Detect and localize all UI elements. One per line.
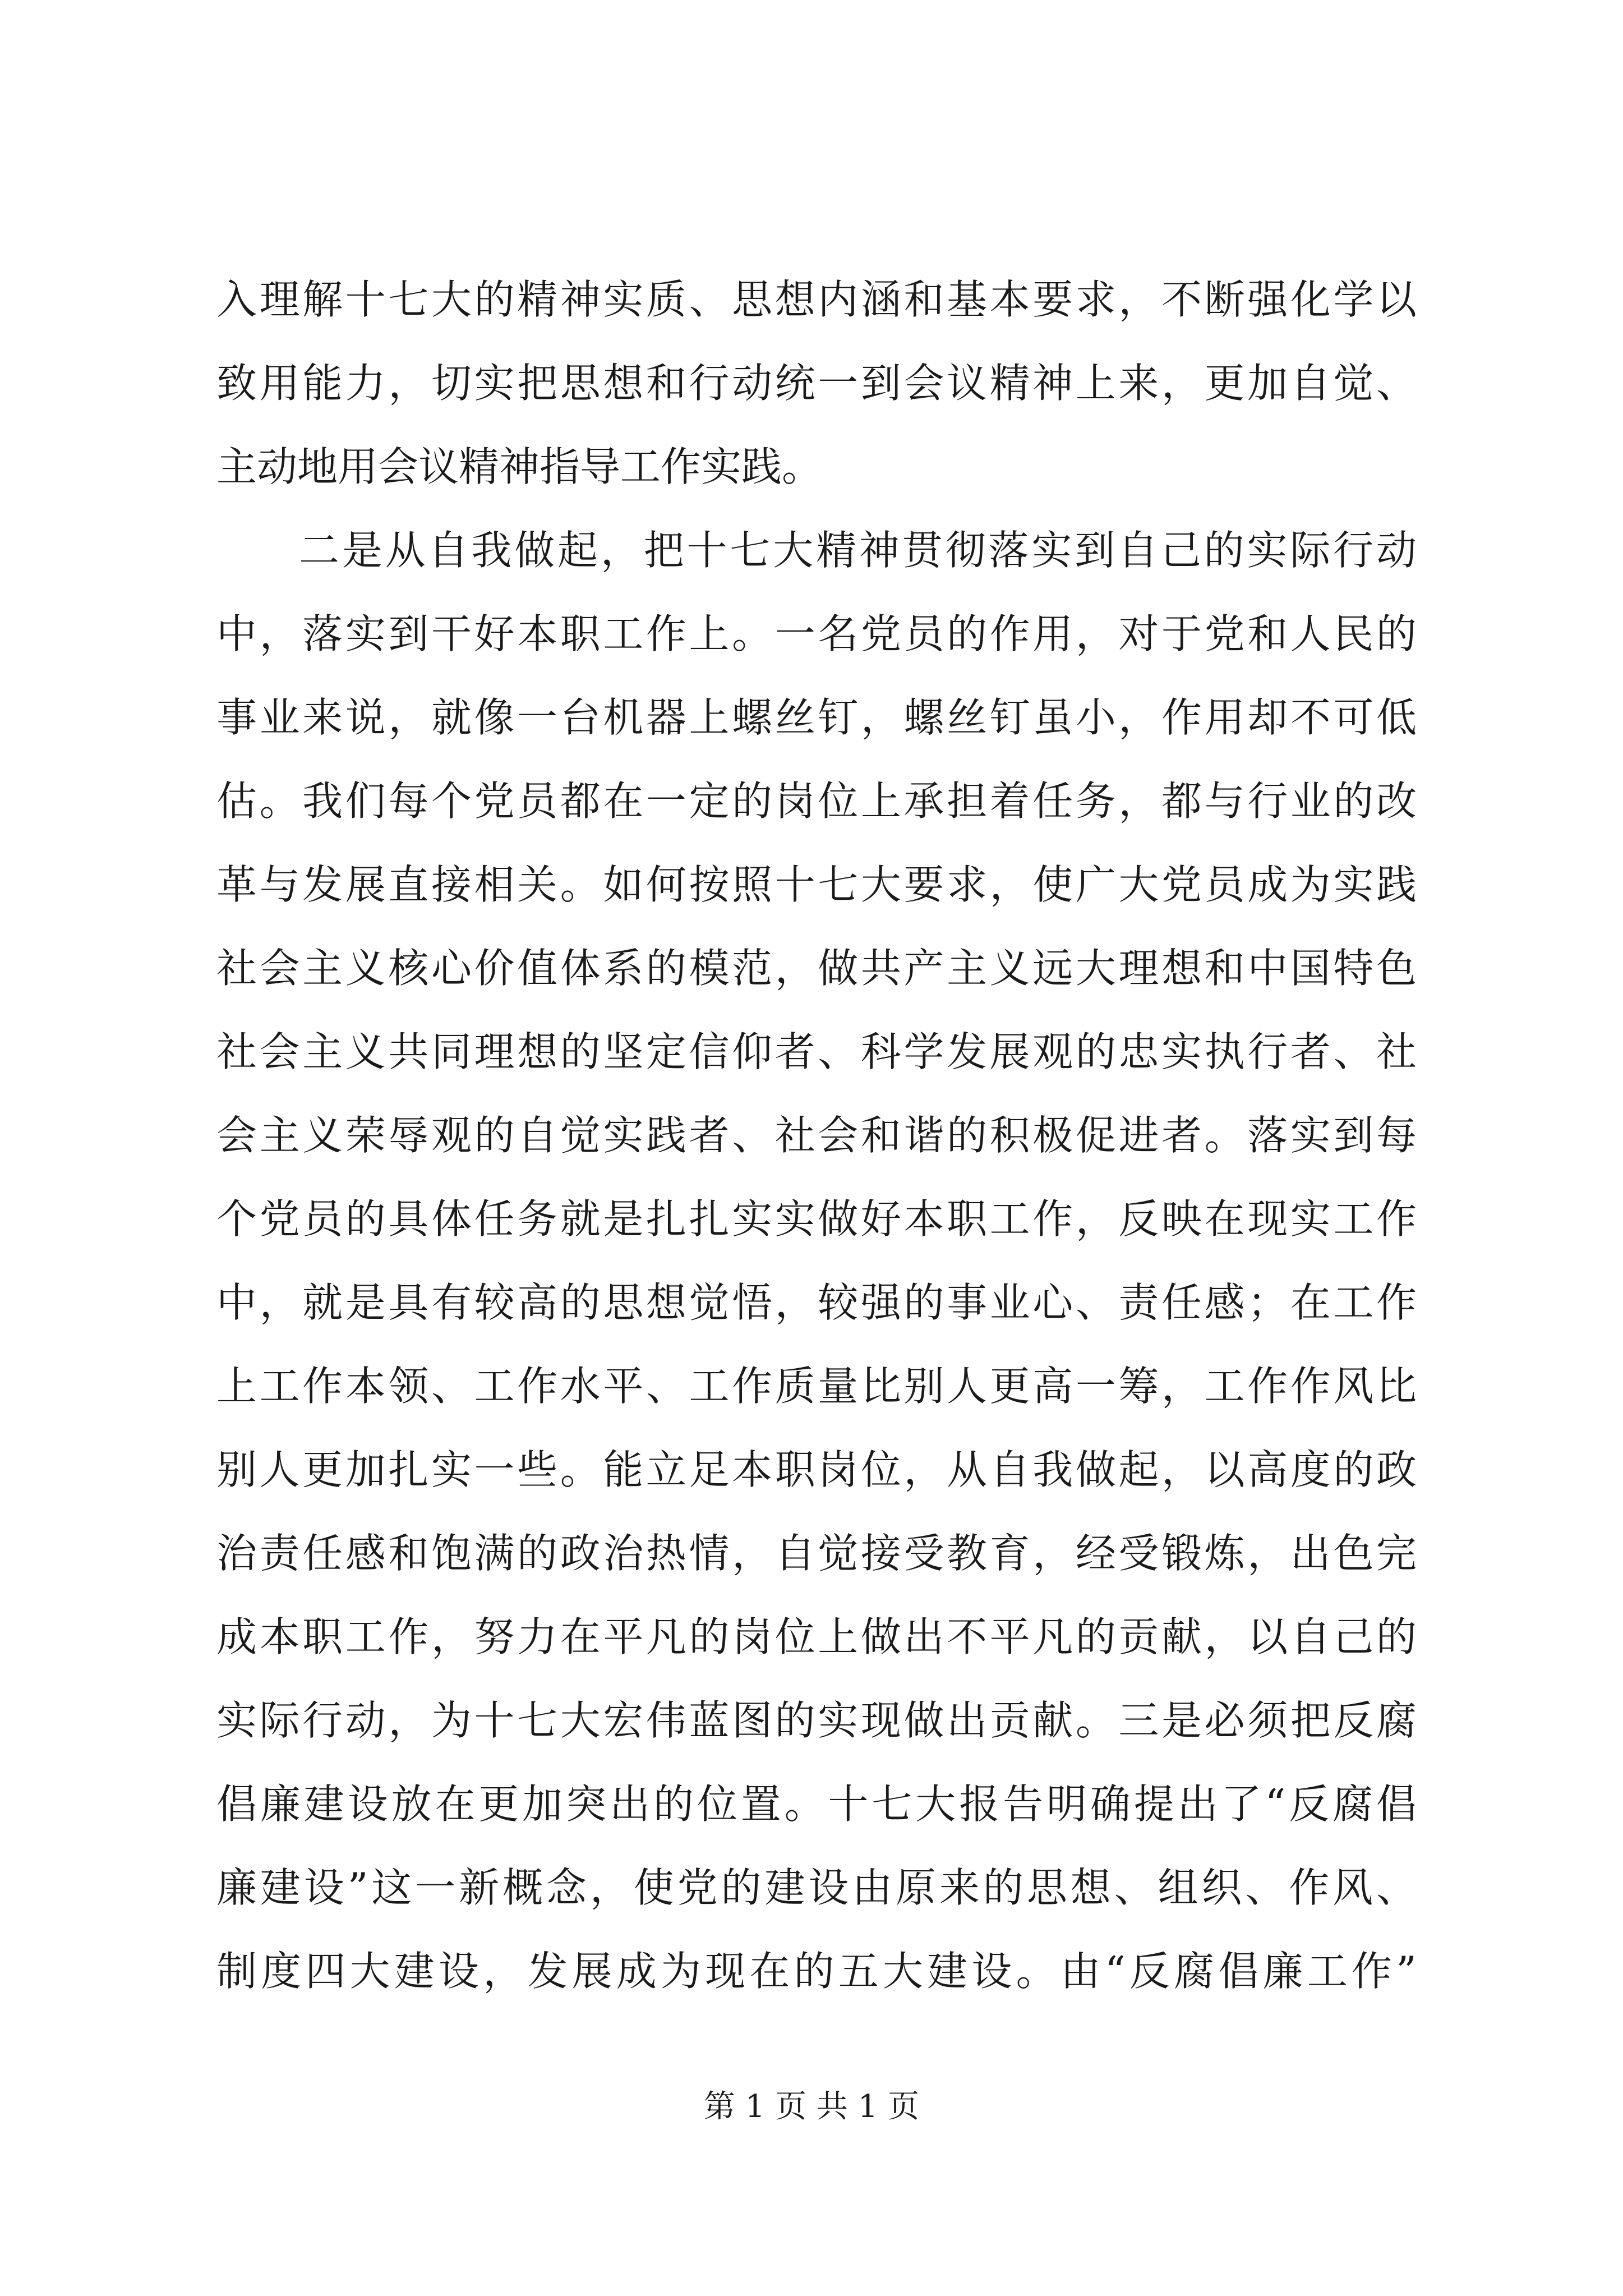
text-line-7: 估。我们每个党员都在一定的岗位上承担着任务，都与行业的改: [216, 777, 1417, 825]
text-line-4: 二是从自我做起，把十七大精神贯彻落实到自己的实际行动: [299, 527, 1417, 574]
text-line-2: 致用能力，切实把思想和行动统一到会议精神上来，更加自觉、: [216, 360, 1417, 407]
text-line-5: 中，落实到干好本职工作上。一名党员的作用，对于党和人民的: [216, 610, 1417, 657]
text-line-20: 廉建设”这一新概念，使党的建设由原来的思想、组织、作风、: [216, 1864, 1417, 1911]
text-line-14: 上工作本领、工作水平、工作质量比别人更高一筹，工作作风比: [216, 1363, 1417, 1410]
text-line-9: 社会主义核心价值体系的模范，做共产主义远大理想和中国特色: [216, 945, 1417, 992]
text-line-15: 别人更加扎实一些。能立足本职岗位，从自我做起，以高度的政: [216, 1446, 1417, 1493]
text-line-10: 社会主义共同理想的坚定信仰者、科学发展观的忠实执行者、社: [216, 1028, 1417, 1075]
text-line-18: 实际行动，为十七大宏伟蓝图的实现做出贡献。三是必须把反腐: [216, 1697, 1417, 1744]
text-line-1: 入理解十七大的精神实质、思想内涵和基本要求，不断强化学以: [216, 276, 1417, 323]
text-line-6: 事业来说，就像一台机器上螺丝钉，螺丝钉虽小，作用却不可低: [216, 694, 1417, 741]
text-line-19: 倡廉建设放在更加突出的位置。十七大报告明确提出了“反腐倡: [216, 1780, 1417, 1828]
text-line-13: 中，就是具有较高的思想觉悟，较强的事业心、责任感；在工作: [216, 1279, 1417, 1326]
text-line-11: 会主义荣辱观的自觉实践者、社会和谐的积极促进者。落实到每: [216, 1112, 1417, 1159]
text-line-12: 个党员的具体任务就是扎扎实实做好本职工作，反映在现实工作: [216, 1195, 1417, 1243]
text-line-16: 治责任感和饱满的政治热情，自觉接受教育，经受锻炼，出色完: [216, 1530, 1417, 1577]
text-line-3: 主动地用会议精神指导工作实践。: [216, 443, 823, 490]
text-line-17: 成本职工作，努力在平凡的岗位上做出不平凡的贡献，以自己的: [216, 1613, 1417, 1660]
text-line-8: 革与发展直接相关。如何按照十七大要求，使广大党员成为实践: [216, 861, 1417, 908]
text-line-21: 制度四大建设，发展成为现在的五大建设。由“反腐倡廉工作”: [216, 1948, 1417, 1995]
page-footer: 第 1 页 共 1 页: [703, 2088, 920, 2125]
